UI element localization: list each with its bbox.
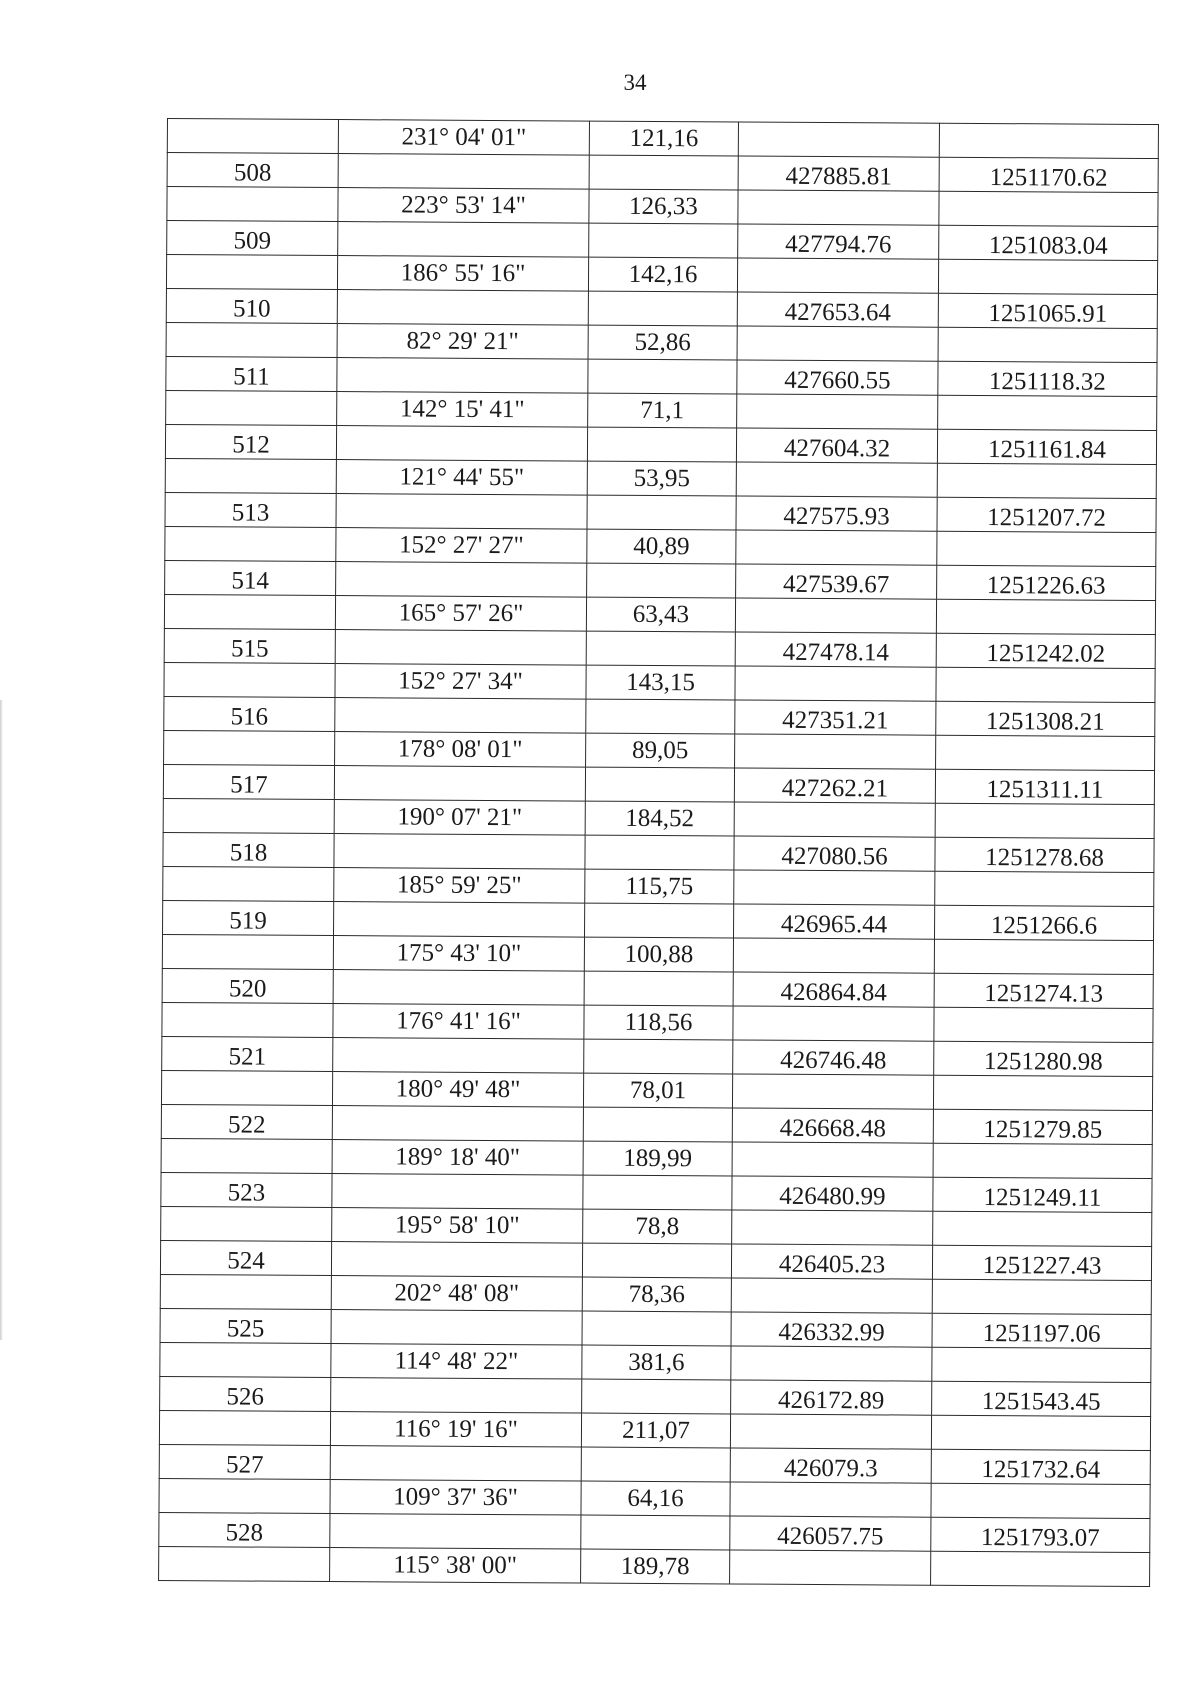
point-cell-empty xyxy=(160,1342,331,1377)
point-number-cell: 513 xyxy=(165,492,336,528)
x-cell-empty xyxy=(732,1142,933,1177)
angle-cell: 189° 18' 40" xyxy=(332,1140,583,1175)
distance-cell: 381,6 xyxy=(582,1345,731,1379)
x-coordinate-cell: 427351.21 xyxy=(735,699,936,735)
angle-cell-empty xyxy=(337,289,588,325)
x-cell-empty xyxy=(735,598,936,633)
x-coordinate-cell: 426332.99 xyxy=(731,1311,932,1347)
point-cell-empty xyxy=(161,1138,332,1173)
x-coordinate-cell: 426405.23 xyxy=(731,1243,932,1279)
distance-cell: 126,33 xyxy=(589,189,738,223)
point-number-cell: 522 xyxy=(161,1104,332,1140)
angle-cell: 114° 48' 22" xyxy=(331,1344,582,1379)
x-cell-empty xyxy=(733,938,934,973)
point-cell-empty xyxy=(167,187,338,222)
x-cell-empty xyxy=(736,530,937,565)
point-number-cell: 519 xyxy=(163,900,334,936)
distance-cell-empty xyxy=(582,1243,731,1278)
distance-cell: 115,75 xyxy=(585,869,734,903)
y-coordinate-cell: 1251793.07 xyxy=(931,1517,1150,1553)
coordinates-table xyxy=(158,118,1159,1587)
x-coordinate-cell: 426668.48 xyxy=(732,1107,933,1143)
y-coordinate-cell: 1251242.02 xyxy=(936,633,1155,669)
point-cell-empty xyxy=(165,526,336,561)
angle-cell: 202° 48' 08" xyxy=(331,1276,582,1311)
angle-cell-empty xyxy=(330,1445,581,1481)
distance-cell-empty xyxy=(581,1447,730,1482)
x-coordinate-cell: 426079.3 xyxy=(730,1447,931,1483)
distance-cell: 189,78 xyxy=(581,1549,730,1583)
x-coordinate-cell: 426746.48 xyxy=(733,1039,934,1075)
x-cell-empty xyxy=(731,1346,932,1381)
distance-cell-empty xyxy=(584,1039,733,1074)
x-coordinate-cell: 426057.75 xyxy=(730,1515,931,1551)
x-coordinate-cell: 427262.21 xyxy=(734,767,935,803)
distance-cell: 142,16 xyxy=(588,257,737,291)
y-coordinate-cell: 1251732.64 xyxy=(931,1449,1150,1485)
distance-cell-empty xyxy=(586,631,735,666)
point-number-cell: 509 xyxy=(167,220,338,256)
y-cell-empty xyxy=(935,803,1154,838)
angle-cell-empty xyxy=(331,1241,582,1277)
point-number-cell: 517 xyxy=(163,764,334,800)
y-cell-empty xyxy=(937,531,1156,566)
distance-cell-empty xyxy=(585,903,734,938)
angle-cell-empty xyxy=(338,221,589,257)
y-coordinate-cell: 1251226.63 xyxy=(937,565,1156,601)
distance-cell-empty xyxy=(586,699,735,734)
angle-cell-empty xyxy=(337,357,588,393)
point-cell-empty xyxy=(163,798,334,833)
angle-cell: 186° 55' 16" xyxy=(337,256,588,291)
distance-cell: 78,36 xyxy=(582,1277,731,1311)
y-coordinate-cell: 1251279.85 xyxy=(933,1109,1152,1145)
y-coordinate-cell: 1251065.91 xyxy=(938,293,1157,329)
x-coordinate-cell: 426965.44 xyxy=(734,903,935,939)
distance-cell-empty xyxy=(584,971,733,1006)
angle-cell: 231° 04' 01" xyxy=(338,120,589,155)
y-cell-empty xyxy=(935,871,1154,906)
y-cell-empty xyxy=(937,463,1156,498)
point-cell-empty xyxy=(167,119,338,154)
point-number-cell: 518 xyxy=(163,832,334,868)
y-cell-empty xyxy=(931,1483,1150,1518)
x-cell-empty xyxy=(736,462,937,497)
x-cell-empty xyxy=(737,326,938,361)
angle-cell-empty xyxy=(331,1377,582,1413)
y-coordinate-cell: 1251161.84 xyxy=(937,429,1156,465)
point-cell-empty xyxy=(161,1070,332,1105)
page-number: 34 xyxy=(623,70,647,95)
angle-cell: 152° 27' 34" xyxy=(335,664,586,699)
angle-cell: 175° 43' 10" xyxy=(333,936,584,971)
y-cell-empty xyxy=(936,735,1155,770)
x-cell-empty xyxy=(735,666,936,701)
point-cell-empty xyxy=(165,458,336,493)
y-cell-empty xyxy=(934,1007,1153,1042)
angle-cell-empty xyxy=(335,629,586,665)
distance-cell: 40,89 xyxy=(587,529,736,563)
angle-cell: 223° 53' 14" xyxy=(338,188,589,223)
distance-cell-empty xyxy=(589,155,738,190)
x-cell-empty xyxy=(732,1210,933,1245)
angle-cell: 165° 57' 26" xyxy=(335,596,586,631)
point-cell-empty xyxy=(159,1478,330,1513)
x-cell-empty xyxy=(738,190,939,225)
point-number-cell: 528 xyxy=(159,1512,330,1548)
y-coordinate-cell: 1251308.21 xyxy=(936,701,1155,737)
angle-cell: 152° 27' 27" xyxy=(336,528,587,563)
distance-cell-empty xyxy=(587,427,736,462)
scan-edge-shadow xyxy=(0,700,3,1340)
angle-cell: 109° 37' 36" xyxy=(330,1480,581,1515)
angle-cell-empty xyxy=(332,1173,583,1209)
angle-cell: 116° 19' 16" xyxy=(330,1412,581,1447)
y-cell-empty xyxy=(932,1279,1151,1314)
x-coordinate-cell: 427478.14 xyxy=(735,631,936,667)
x-cell-empty xyxy=(734,870,935,905)
angle-cell: 185° 59' 25" xyxy=(334,868,585,903)
angle-cell-empty xyxy=(338,153,589,189)
angle-cell-empty xyxy=(330,1513,581,1549)
point-cell-empty xyxy=(166,255,337,290)
angle-cell-empty xyxy=(334,901,585,937)
point-cell-empty xyxy=(163,866,334,901)
x-cell-empty xyxy=(738,122,939,157)
x-cell-empty xyxy=(730,1550,931,1585)
angle-cell: 142° 15' 41" xyxy=(337,392,588,427)
x-cell-empty xyxy=(730,1414,931,1449)
point-number-cell: 523 xyxy=(161,1172,332,1208)
x-coordinate-cell: 427794.76 xyxy=(738,223,939,259)
x-coordinate-cell: 427539.67 xyxy=(736,563,937,599)
distance-cell-empty xyxy=(588,359,737,394)
distance-cell-empty xyxy=(583,1175,732,1210)
distance-cell-empty xyxy=(587,495,736,530)
angle-cell-empty xyxy=(336,493,587,529)
angle-cell: 176° 41' 16" xyxy=(333,1004,584,1039)
y-coordinate-cell: 1251274.13 xyxy=(934,973,1153,1009)
x-coordinate-cell: 427885.81 xyxy=(738,155,939,191)
angle-cell: 180° 49' 48" xyxy=(332,1072,583,1107)
x-cell-empty xyxy=(731,1278,932,1313)
point-number-cell: 515 xyxy=(164,628,335,664)
distance-cell-empty xyxy=(588,291,737,326)
distance-cell: 143,15 xyxy=(586,665,735,699)
y-coordinate-cell: 1251280.98 xyxy=(934,1041,1153,1077)
coordinates-table-body xyxy=(159,119,1159,1587)
y-cell-empty xyxy=(938,327,1157,362)
y-cell-empty xyxy=(936,599,1155,634)
angle-cell-empty xyxy=(336,425,587,461)
angle-cell-empty xyxy=(335,697,586,733)
y-coordinate-cell: 1251197.06 xyxy=(932,1313,1151,1349)
angle-cell-empty xyxy=(333,969,584,1005)
point-number-cell: 512 xyxy=(165,424,336,460)
x-coordinate-cell: 427660.55 xyxy=(737,359,938,395)
y-cell-empty xyxy=(939,191,1158,226)
point-cell-empty xyxy=(166,390,337,425)
y-coordinate-cell: 1251227.43 xyxy=(932,1245,1151,1281)
point-number-cell: 525 xyxy=(160,1308,331,1344)
point-number-cell: 521 xyxy=(162,1036,333,1072)
x-cell-empty xyxy=(737,258,938,293)
distance-cell: 118,56 xyxy=(584,1005,733,1039)
distance-cell-empty xyxy=(581,1515,730,1550)
point-cell-empty xyxy=(161,1206,332,1241)
point-number-cell: 514 xyxy=(165,560,336,596)
y-cell-empty xyxy=(933,1143,1152,1178)
distance-cell: 89,05 xyxy=(586,733,735,767)
distance-cell: 211,07 xyxy=(581,1413,730,1447)
point-cell-empty xyxy=(164,662,335,697)
angle-cell: 195° 58' 10" xyxy=(332,1208,583,1243)
y-cell-empty xyxy=(931,1415,1150,1450)
y-cell-empty xyxy=(933,1075,1152,1110)
point-cell-empty xyxy=(164,594,335,629)
y-coordinate-cell: 1251266.6 xyxy=(934,905,1153,941)
x-cell-empty xyxy=(730,1482,931,1517)
distance-cell-empty xyxy=(583,1107,732,1142)
y-cell-empty xyxy=(932,1347,1151,1382)
point-number-cell: 527 xyxy=(159,1444,330,1480)
point-cell-empty xyxy=(159,1546,330,1581)
distance-cell-empty xyxy=(587,563,736,598)
angle-cell-empty xyxy=(332,1105,583,1141)
y-coordinate-cell: 1251249.11 xyxy=(933,1177,1152,1213)
x-coordinate-cell: 427653.64 xyxy=(737,291,938,327)
point-number-cell: 508 xyxy=(167,152,338,188)
point-cell-empty xyxy=(159,1410,330,1445)
distance-cell: 78,01 xyxy=(583,1073,732,1107)
angle-cell-empty xyxy=(331,1309,582,1345)
distance-cell: 189,99 xyxy=(583,1141,732,1175)
distance-cell: 52,86 xyxy=(588,325,737,359)
point-cell-empty xyxy=(162,1002,333,1037)
x-coordinate-cell: 427604.32 xyxy=(736,427,937,463)
angle-cell: 190° 07' 21" xyxy=(334,800,585,835)
x-cell-empty xyxy=(734,802,935,837)
y-cell-empty xyxy=(933,1211,1152,1246)
point-cell-empty xyxy=(160,1274,331,1309)
y-cell-empty xyxy=(938,395,1157,430)
y-cell-empty xyxy=(939,123,1158,158)
distance-cell: 184,52 xyxy=(585,801,734,835)
point-number-cell: 510 xyxy=(166,288,337,324)
angle-cell: 178° 08' 01" xyxy=(335,732,586,767)
x-coordinate-cell: 427080.56 xyxy=(734,835,935,871)
angle-cell: 82° 29' 21" xyxy=(337,324,588,359)
point-cell-empty xyxy=(166,322,337,357)
y-coordinate-cell: 1251278.68 xyxy=(935,837,1154,873)
x-coordinate-cell: 427575.93 xyxy=(736,495,937,531)
distance-cell: 121,16 xyxy=(589,121,738,155)
distance-cell-empty xyxy=(585,835,734,870)
angle-cell-empty xyxy=(334,765,585,801)
angle-cell: 115° 38' 00" xyxy=(330,1548,581,1583)
y-coordinate-cell: 1251207.72 xyxy=(937,497,1156,533)
y-cell-empty xyxy=(936,667,1155,702)
angle-cell-empty xyxy=(333,1037,584,1073)
distance-cell: 100,88 xyxy=(584,937,733,971)
x-cell-empty xyxy=(732,1074,933,1109)
distance-cell-empty xyxy=(582,1311,731,1346)
y-cell-empty xyxy=(931,1551,1150,1586)
x-coordinate-cell: 426864.84 xyxy=(733,971,934,1007)
point-number-cell: 526 xyxy=(160,1376,331,1412)
segment-row xyxy=(159,1546,1150,1586)
y-cell-empty xyxy=(938,259,1157,294)
angle-cell-empty xyxy=(334,833,585,869)
point-number-cell: 524 xyxy=(160,1240,331,1276)
distance-cell: 78,8 xyxy=(583,1209,732,1243)
x-coordinate-cell: 426172.89 xyxy=(731,1379,932,1415)
x-cell-empty xyxy=(733,1006,934,1041)
x-coordinate-cell: 426480.99 xyxy=(732,1175,933,1211)
y-coordinate-cell: 1251170.62 xyxy=(939,157,1158,193)
distance-cell-empty xyxy=(585,767,734,802)
point-number-cell: 516 xyxy=(164,696,335,732)
distance-cell: 71,1 xyxy=(588,393,737,427)
distance-cell-empty xyxy=(589,223,738,258)
x-cell-empty xyxy=(737,394,938,429)
angle-cell: 121° 44' 55" xyxy=(336,460,587,495)
distance-cell-empty xyxy=(582,1379,731,1414)
distance-cell: 53,95 xyxy=(587,461,736,495)
point-number-cell: 511 xyxy=(166,356,337,392)
point-cell-empty xyxy=(164,730,335,765)
y-coordinate-cell: 1251083.04 xyxy=(939,225,1158,261)
y-coordinate-cell: 1251311.11 xyxy=(935,769,1154,805)
y-coordinate-cell: 1251543.45 xyxy=(932,1381,1151,1417)
distance-cell: 63,43 xyxy=(586,597,735,631)
point-number-cell: 520 xyxy=(162,968,333,1004)
angle-cell-empty xyxy=(336,561,587,597)
y-coordinate-cell: 1251118.32 xyxy=(938,361,1157,397)
point-cell-empty xyxy=(162,934,333,969)
x-cell-empty xyxy=(735,734,936,769)
distance-cell: 64,16 xyxy=(581,1481,730,1515)
y-cell-empty xyxy=(934,939,1153,974)
